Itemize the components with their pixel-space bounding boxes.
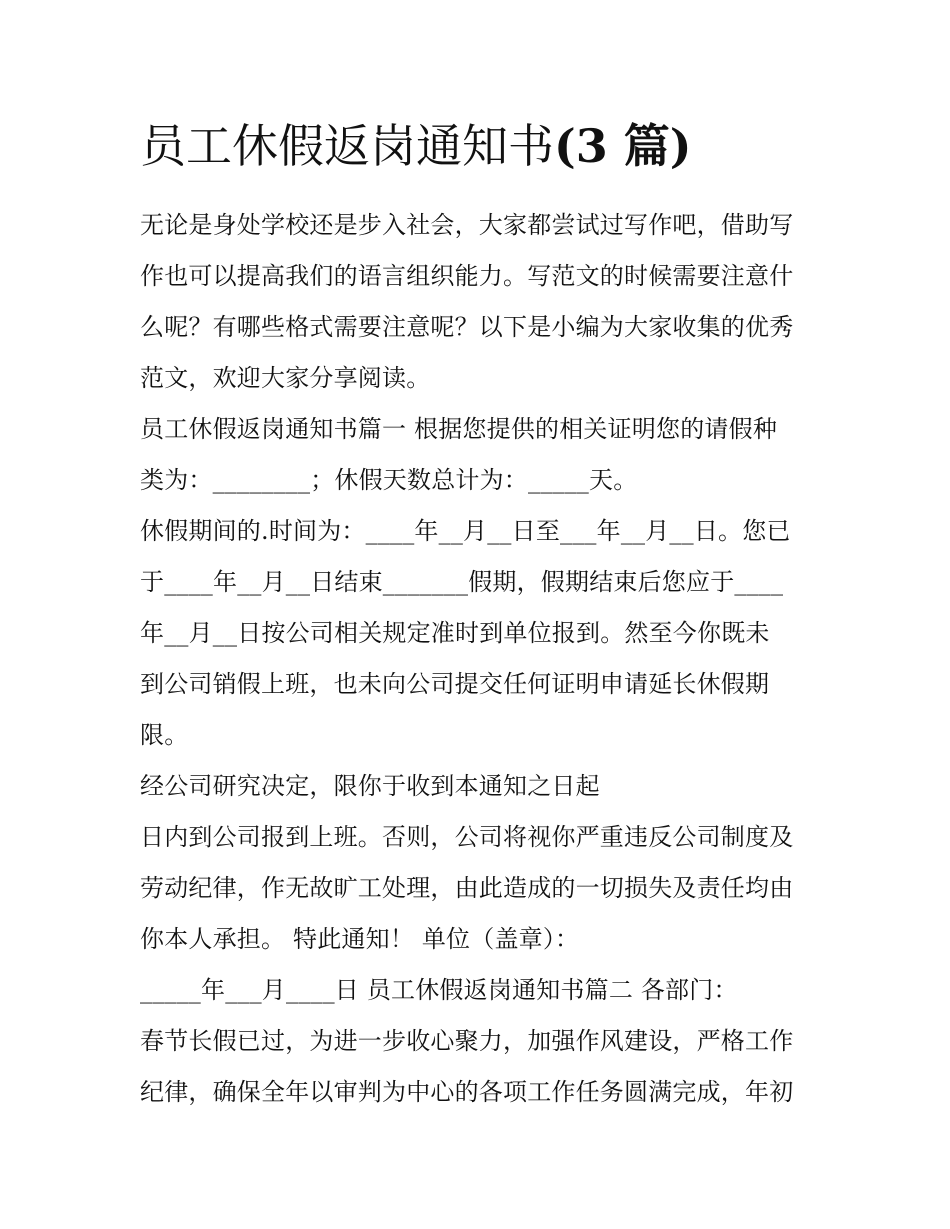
text-line: 春节长假已过，为进一步收心聚力，加强作风建设，严格工作 — [140, 1027, 794, 1055]
text-line: 类为：________；休假天数总计为：_____天。 — [140, 466, 638, 494]
text-line: 无论是身处学校还是步入社会，大家都尝试过写作吧，借助写 — [140, 211, 794, 239]
text-line: 范文，欢迎大家分享阅读。 — [140, 364, 431, 392]
text-line: 日内到公司报到上班。否则，公司将视你严重违反公司制度及 — [140, 823, 794, 851]
title-suffix: (3 篇) — [554, 119, 692, 173]
document-body — [140, 200, 820, 1118]
text-line: 限。 — [140, 721, 189, 749]
text-line: 纪律，确保全年以审判为中心的各项工作任务圆满完成，年初 — [140, 1078, 794, 1106]
text-line: 员工休假返岗通知书篇一 根据您提供的相关证明您的请假种 — [140, 415, 778, 443]
text-line: _____年___月____日 员工休假返岗通知书篇二 各部门： — [140, 976, 738, 1004]
text-line: 休假期间的.时间为：____年__月__日至___年__月__日。您已 — [140, 517, 791, 545]
text-line: 年__月__日按公司相关规定准时到单位报到。然至今你既未 — [140, 619, 770, 647]
text-line: 么呢？有哪些格式需要注意呢？以下是小编为大家收集的优秀 — [140, 313, 794, 341]
text-line: 于____年__月__日结束_______假期，假期结束后您应于____ — [140, 568, 784, 596]
text-line: 劳动纪律，作无故旷工处理，由此造成的一切损失及责任均由 — [140, 874, 794, 902]
text-line: 你本人承担。 特此通知！ 单位（盖章）： — [140, 925, 580, 953]
text-line: 到公司销假上班，也未向公司提交任何证明申请延长休假期 — [140, 670, 770, 698]
text-line: 作也可以提高我们的语言组织能力。写范文的时候需要注意什 — [140, 262, 794, 290]
title-main: 员工休假返岗通知书 — [140, 119, 554, 173]
text-line: 经公司研究决定，限你于收到本通知之日起 — [140, 772, 600, 800]
page-title — [140, 118, 692, 174]
